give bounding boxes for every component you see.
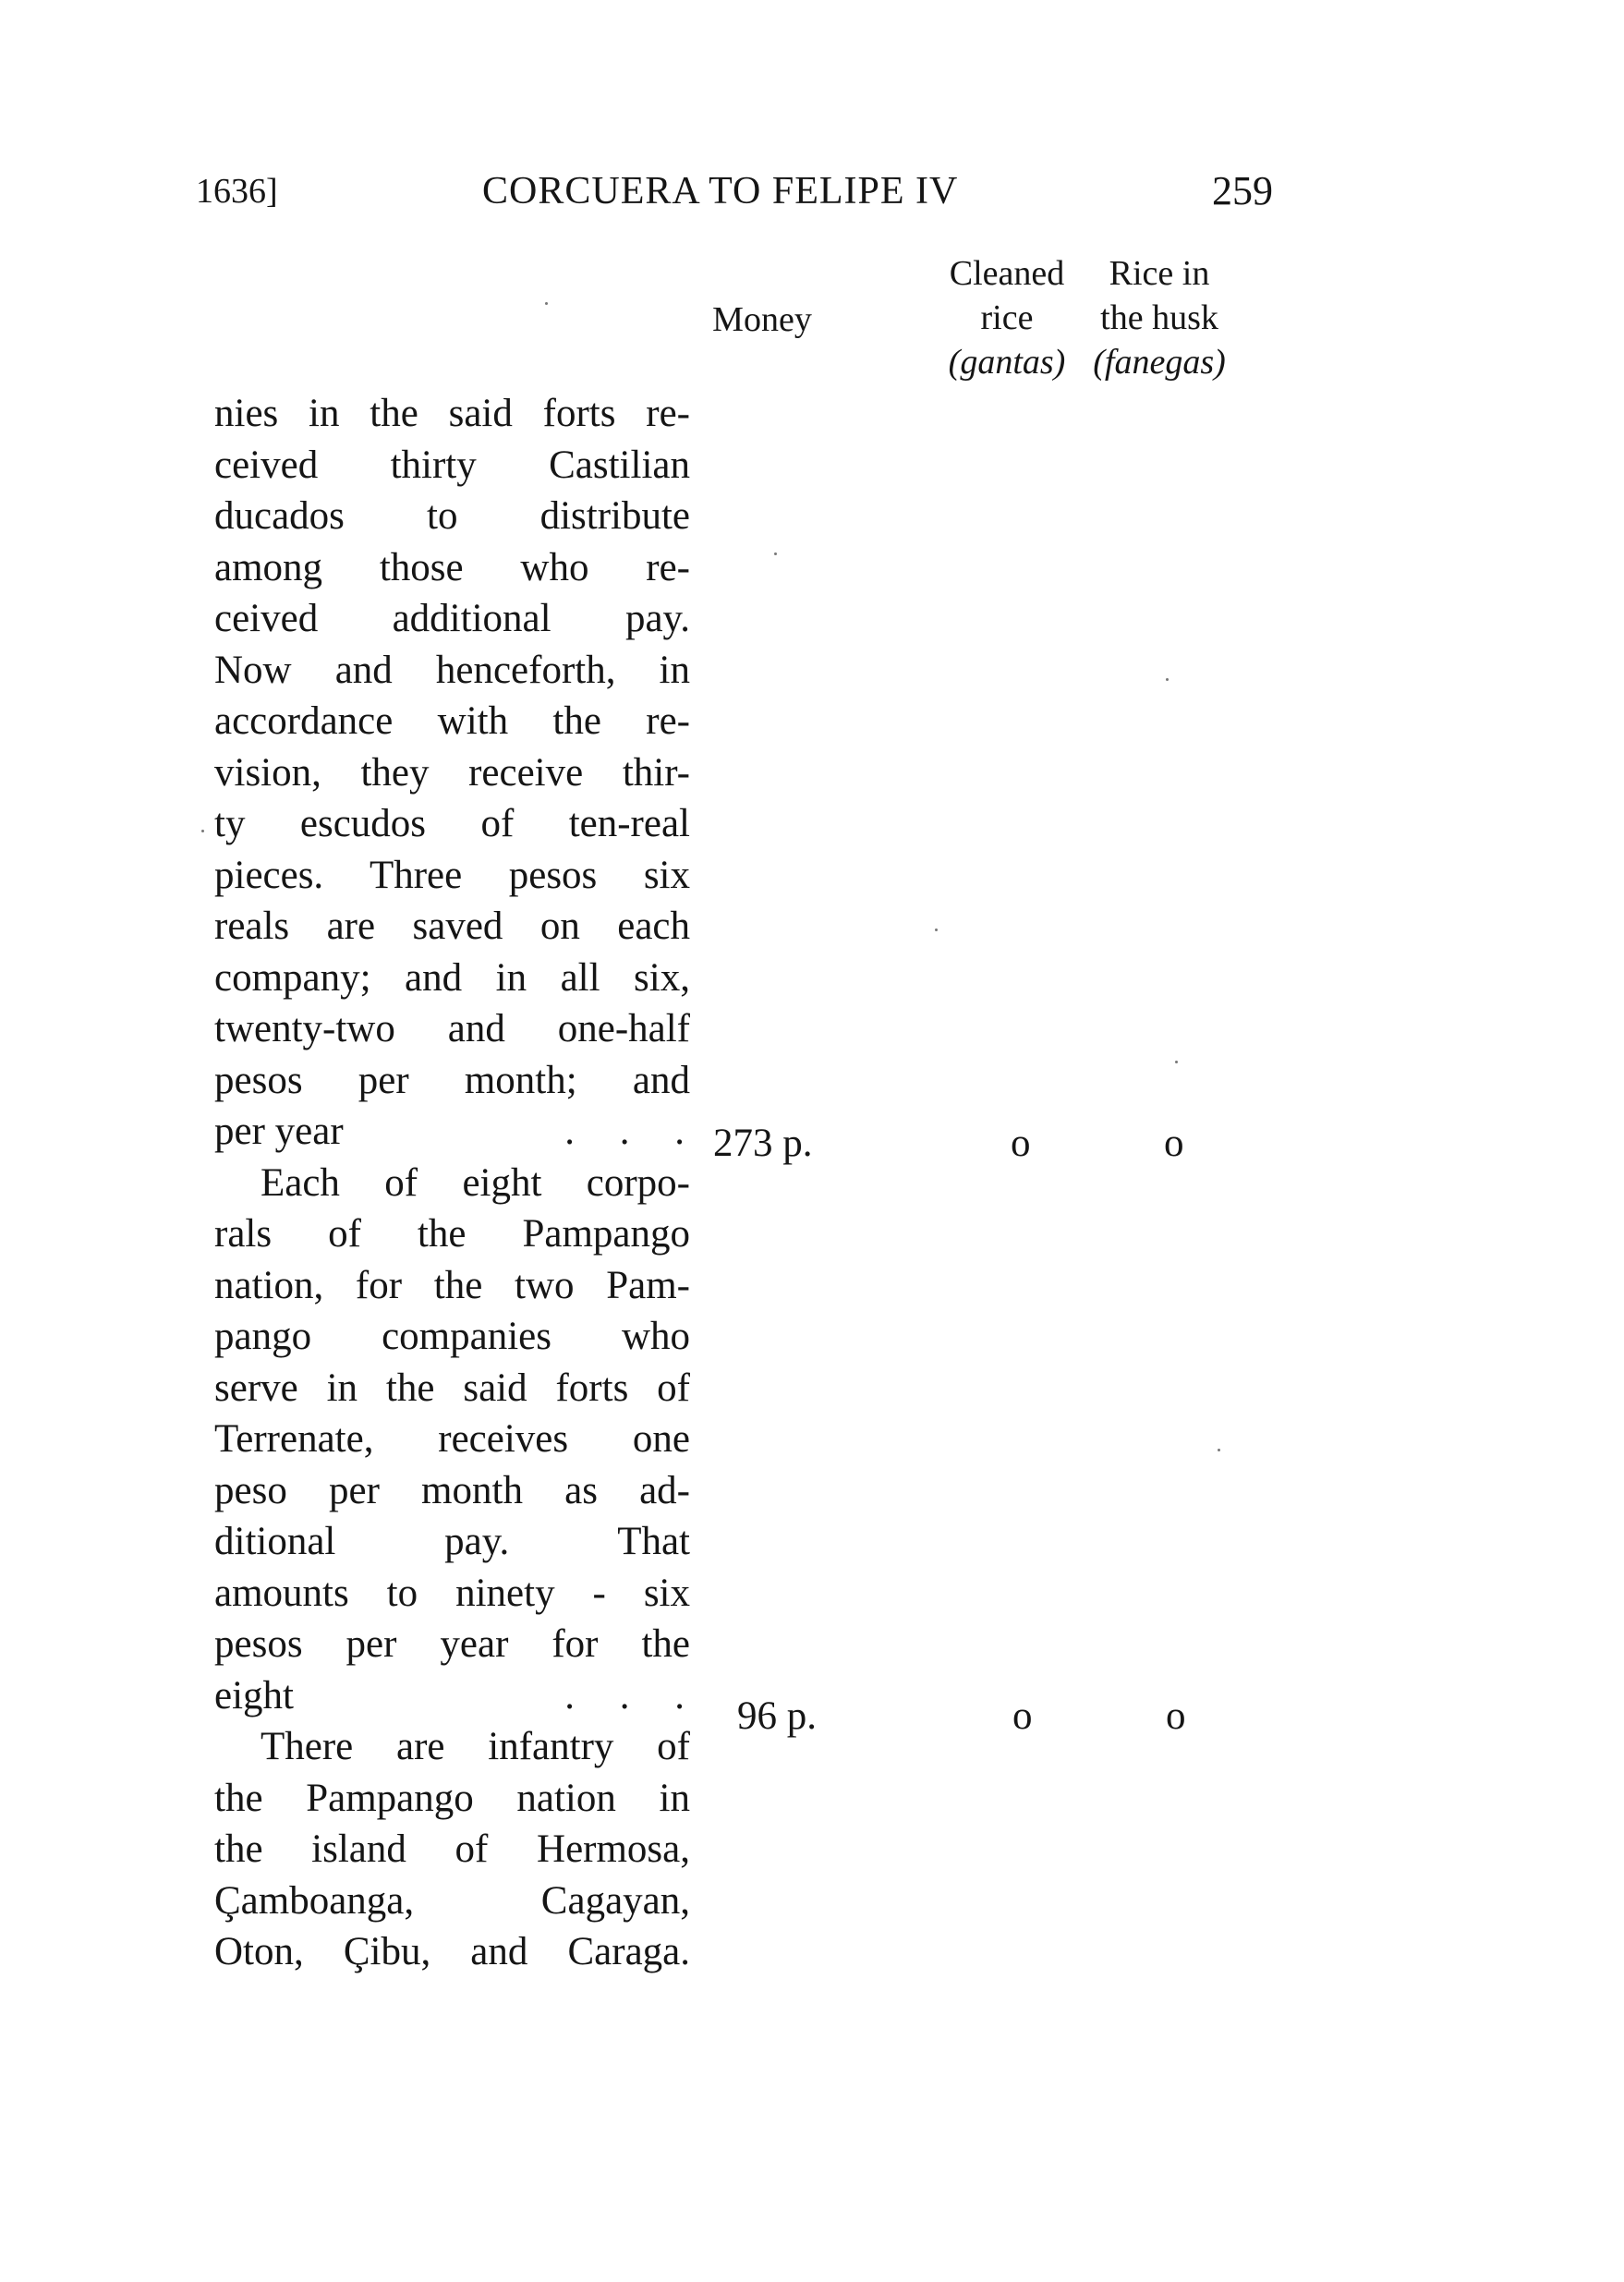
column-header-cleaned-rice-line-1: Cleaned [949,254,1065,293]
column-header-cleaned-rice-line-2: rice [980,298,1034,337]
body-line: peso per month as ad- [214,1468,690,1512]
body-line: nation, for the two Pam- [214,1263,690,1307]
leader-dots: . . . [564,1110,685,1153]
scan-speck [545,302,548,305]
body-line: ceived additional pay. [214,597,690,640]
body-line: the Pampango nation in [214,1776,690,1820]
body-line: vision, they receive thir- [214,750,690,795]
running-head-title: CORCUERA TO FELIPE IV [482,170,959,212]
body-line: accordance with the re- [214,699,690,743]
body-line: reals are saved on each [214,904,690,948]
body-line: Terrenate, receives one [214,1417,690,1461]
body-line: serve in the said forts of [214,1366,690,1410]
body-line: amounts to ninety - six [214,1571,690,1615]
column-header-rice-in-husk-line-2: the husk [1100,298,1218,337]
column-header-rice-in-husk-unit: (fanegas) [1093,343,1226,382]
body-line: twenty-two and one-half [214,1007,690,1050]
entry-2-rice-in-husk: o [1166,1694,1186,1738]
column-header-rice-in-husk-line-1: Rice in [1109,254,1210,293]
body-line: pesos per year for the [214,1622,690,1666]
body-line: ducados to distribute [214,494,690,538]
body-line: among those who re- [214,545,690,589]
body-line: pesos per month; and [214,1058,690,1102]
scan-speck [774,552,777,555]
entry-1-money: 273 p. [713,1122,813,1165]
body-line-text: eight [214,1673,294,1718]
column-header-rice-in-husk [1072,251,1247,384]
body-line-leader [214,1670,690,1722]
body-line: ty escudos of ten-real [214,802,690,845]
column-header-money-label: Money [712,300,812,339]
body-line: nies in the said forts re- [214,392,690,435]
column-header-cleaned-rice-unit: (gantas) [948,343,1066,382]
body-line: ditional pay. That [214,1520,690,1563]
body-line: Each of eight corpo- [261,1160,690,1205]
entry-2-cleaned-rice: o [1012,1694,1033,1738]
scan-speck [201,830,204,832]
body-line: company; and in all six, [214,955,690,1000]
scan-speck [1166,678,1169,681]
entry-1-rice-in-husk: o [1164,1122,1184,1165]
body-line: rals of the Pampango [214,1212,690,1256]
body-line-leader [214,1106,690,1158]
scan-speck [1218,1449,1220,1451]
body-line: Now and henceforth, in [214,648,690,692]
page-number: 259 [1212,168,1273,213]
leader-dots: . . . [564,1673,685,1718]
body-text [214,388,690,1978]
body-line: Çamboanga, Cagayan, [214,1878,690,1923]
body-line: There are infantry of [261,1725,690,1768]
body-line: pieces. Three pesos six [214,853,690,897]
body-line-text: per year [214,1110,344,1153]
entry-1-cleaned-rice: o [1011,1122,1031,1165]
body-line: the island of Hermosa, [214,1827,690,1871]
body-line: Oton, Çibu, and Caraga. [214,1930,690,1973]
scan-speck [935,929,938,931]
body-line: pango companies who [214,1315,690,1358]
body-line: ceived thirty Castilian [214,443,690,487]
column-header-money [684,297,841,342]
running-head-year: 1636] [196,172,278,211]
entry-2-money: 96 p. [737,1694,817,1738]
scan-speck [1175,1061,1178,1063]
